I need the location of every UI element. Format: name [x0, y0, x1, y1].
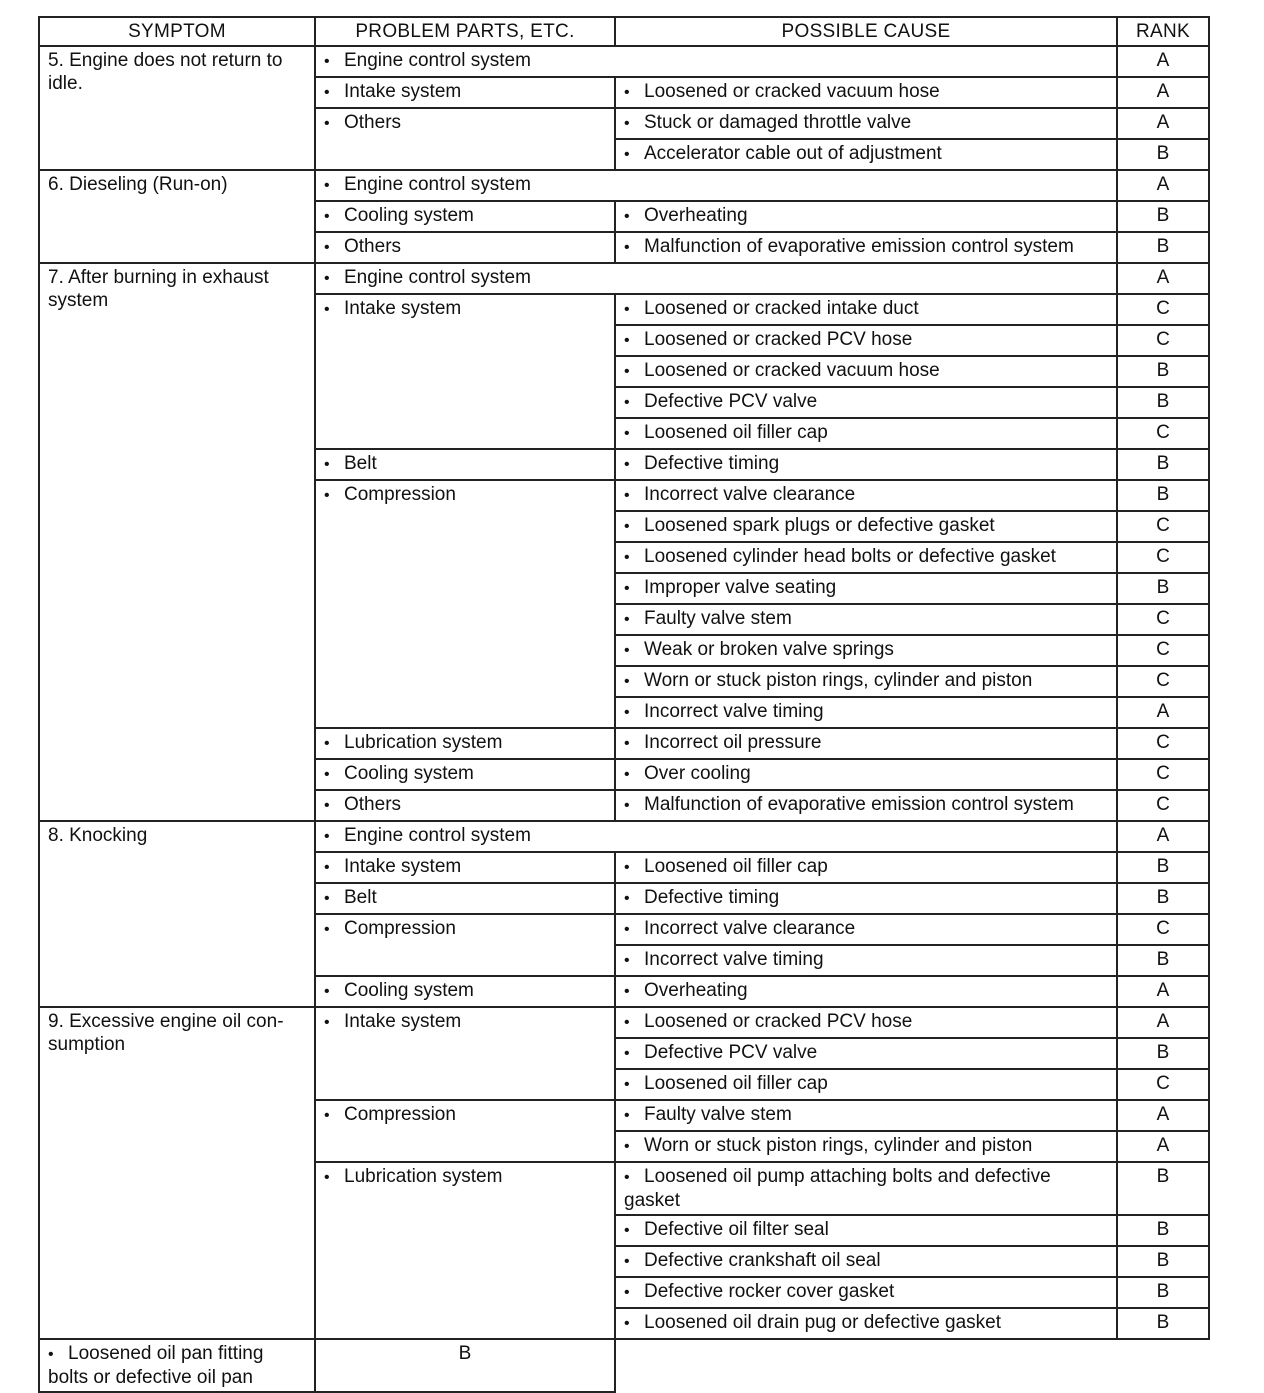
problem-part-cell [315, 1100, 615, 1162]
possible-cause-text: • Defective PCV valve [624, 1042, 817, 1063]
possible-cause-cell [615, 108, 1117, 139]
possible-cause-text: • Incorrect valve timing [624, 701, 824, 722]
rank-cell: B [1117, 232, 1209, 263]
problem-part-cell [315, 821, 1117, 852]
rank-cell: B [1117, 201, 1209, 232]
problem-part-text: • Intake system [324, 298, 461, 319]
problem-part-cell [315, 1162, 615, 1339]
possible-cause-cell [615, 325, 1117, 356]
table-row [39, 263, 1209, 294]
possible-cause-text: • Defective oil filter seal [624, 1219, 829, 1240]
table-row [39, 1339, 1209, 1392]
possible-cause-text: • Incorrect valve clearance [624, 918, 855, 939]
troubleshooting-table [38, 16, 1210, 1393]
possible-cause-text: • Worn or stuck piston rings, cylinder and piston [624, 670, 1032, 691]
rank-cell: B [1117, 1308, 1209, 1339]
possible-cause-cell [615, 542, 1117, 573]
possible-cause-cell [615, 294, 1117, 325]
rank-cell: A [1117, 1100, 1209, 1131]
rank-cell: C [1117, 542, 1209, 573]
possible-cause-cell [615, 77, 1117, 108]
problem-part-cell [315, 201, 615, 232]
problem-part-cell [315, 449, 615, 480]
possible-cause-cell [615, 232, 1117, 263]
possible-cause-text: • Defective timing [624, 887, 779, 908]
rank-cell: A [1117, 77, 1209, 108]
possible-cause-cell [615, 449, 1117, 480]
possible-cause-cell [615, 635, 1117, 666]
possible-cause-cell [615, 1131, 1117, 1162]
possible-cause-cell [615, 1162, 1117, 1215]
rank-cell: C [1117, 635, 1209, 666]
troubleshooting-table-container [38, 16, 1208, 1393]
rank-cell: A [1117, 976, 1209, 1007]
possible-cause-text: • Faulty valve stem [624, 1104, 792, 1125]
problem-part-text: • Cooling system [324, 763, 474, 784]
possible-cause-text: • Over cooling [624, 763, 751, 784]
rank-cell: C [1117, 914, 1209, 945]
symptom-cell: 8. Knocking [39, 821, 315, 1007]
possible-cause-text: • Loosened oil pump attaching bolts and defective gasket [624, 1166, 1051, 1211]
possible-cause-cell [615, 697, 1117, 728]
possible-cause-cell [615, 666, 1117, 697]
rank-cell: A [1117, 821, 1209, 852]
header-rank: RANK [1117, 17, 1209, 46]
rank-cell: C [1117, 418, 1209, 449]
problem-part-cell [315, 108, 615, 170]
possible-cause-text: • Overheating [624, 980, 748, 1001]
rank-cell: A [1117, 1131, 1209, 1162]
problem-part-cell [315, 728, 615, 759]
possible-cause-text: • Malfunction of evaporative emission control system [624, 236, 1074, 257]
problem-part-cell [315, 232, 615, 263]
rank-cell: B [315, 1339, 615, 1392]
possible-cause-text: • Weak or broken valve springs [624, 639, 894, 660]
problem-part-text: • Lubrication system [324, 732, 502, 753]
problem-part-text: • Others [324, 794, 401, 815]
problem-part-text: • Others [324, 112, 401, 133]
rank-cell: C [1117, 728, 1209, 759]
problem-part-text: • Belt [324, 453, 377, 474]
problem-part-text: • Compression [324, 484, 456, 505]
possible-cause-cell [615, 790, 1117, 821]
header-possible-cause: POSSIBLE CAUSE [615, 17, 1117, 46]
problem-part-cell [315, 170, 1117, 201]
problem-part-cell [315, 790, 615, 821]
problem-part-text: • Compression [324, 918, 456, 939]
symptom-cell: 7. After burning in exhaust system [39, 263, 315, 821]
rank-cell: B [1117, 387, 1209, 418]
table-body [39, 46, 1209, 1392]
rank-cell: C [1117, 511, 1209, 542]
table-header-row [39, 17, 1209, 46]
possible-cause-text: • Incorrect oil pressure [624, 732, 821, 753]
possible-cause-text: • Loosened spark plugs or defective gasket [624, 515, 995, 536]
table-row [39, 46, 1209, 77]
rank-cell: B [1117, 1038, 1209, 1069]
rank-cell: B [1117, 480, 1209, 511]
header-problem-parts: PROBLEM PARTS, ETC. [315, 17, 615, 46]
rank-cell: B [1117, 883, 1209, 914]
problem-part-cell [315, 852, 615, 883]
possible-cause-cell [615, 852, 1117, 883]
possible-cause-text: • Incorrect valve timing [624, 949, 824, 970]
rank-cell: C [1117, 790, 1209, 821]
problem-part-text: • Compression [324, 1104, 456, 1125]
possible-cause-cell [615, 387, 1117, 418]
possible-cause-cell [615, 1038, 1117, 1069]
possible-cause-cell [615, 201, 1117, 232]
problem-part-text: • Cooling system [324, 205, 474, 226]
possible-cause-text: • Malfunction of evaporative emission control system [624, 794, 1074, 815]
possible-cause-text: • Overheating [624, 205, 748, 226]
problem-part-cell [315, 976, 615, 1007]
possible-cause-cell [615, 1277, 1117, 1308]
rank-cell: C [1117, 666, 1209, 697]
rank-cell: A [1117, 170, 1209, 201]
problem-part-cell [315, 759, 615, 790]
rank-cell: B [1117, 573, 1209, 604]
problem-part-text: • Belt [324, 887, 377, 908]
table-row [39, 821, 1209, 852]
possible-cause-cell [615, 511, 1117, 542]
possible-cause-text: • Loosened cylinder head bolts or defective gasket [624, 546, 1056, 567]
possible-cause-text: • Accelerator cable out of adjustment [624, 143, 942, 164]
rank-cell: C [1117, 604, 1209, 635]
rank-cell: C [1117, 1069, 1209, 1100]
table-row [39, 1007, 1209, 1038]
possible-cause-cell [39, 1339, 315, 1392]
problem-part-text: • Engine control system [324, 267, 531, 288]
possible-cause-text: • Worn or stuck piston rings, cylinder and piston [624, 1135, 1032, 1156]
problem-part-cell [315, 294, 615, 449]
possible-cause-cell [615, 418, 1117, 449]
possible-cause-cell [615, 883, 1117, 914]
rank-cell: B [1117, 1246, 1209, 1277]
possible-cause-cell [615, 573, 1117, 604]
possible-cause-cell [615, 480, 1117, 511]
rank-cell: B [1117, 449, 1209, 480]
symptom-cell: 6. Dieseling (Run-on) [39, 170, 315, 263]
possible-cause-cell [615, 1246, 1117, 1277]
possible-cause-cell [615, 1069, 1117, 1100]
rank-cell: C [1117, 325, 1209, 356]
possible-cause-cell [615, 759, 1117, 790]
problem-part-cell [315, 883, 615, 914]
possible-cause-text: • Loosened oil pan fitting bolts or defective oil pan [48, 1343, 263, 1388]
rank-cell: B [1117, 852, 1209, 883]
symptom-cell: 5. Engine does not return to idle. [39, 46, 315, 170]
header-symptom: SYMPTOM [39, 17, 315, 46]
rank-cell: B [1117, 1215, 1209, 1246]
possible-cause-cell [615, 1308, 1117, 1339]
rank-cell: A [1117, 46, 1209, 77]
problem-part-cell [315, 1007, 615, 1100]
possible-cause-text: • Loosened oil filler cap [624, 856, 828, 877]
possible-cause-text: • Loosened or cracked PCV hose [624, 1011, 912, 1032]
rank-cell: A [1117, 263, 1209, 294]
possible-cause-cell [615, 139, 1117, 170]
possible-cause-cell [615, 728, 1117, 759]
possible-cause-text: • Loosened or cracked vacuum hose [624, 360, 940, 381]
problem-part-cell [315, 77, 615, 108]
table-row [39, 170, 1209, 201]
rank-cell: B [1117, 356, 1209, 387]
problem-part-cell [315, 480, 615, 728]
possible-cause-text: • Loosened or cracked vacuum hose [624, 81, 940, 102]
possible-cause-text: • Incorrect valve clearance [624, 484, 855, 505]
possible-cause-text: • Loosened oil filler cap [624, 422, 828, 443]
rank-cell: B [1117, 1277, 1209, 1308]
possible-cause-cell [615, 1007, 1117, 1038]
possible-cause-text: • Defective rocker cover gasket [624, 1281, 894, 1302]
possible-cause-text: • Loosened oil drain pug or defective gasket [624, 1312, 1001, 1333]
possible-cause-cell [615, 1215, 1117, 1246]
rank-cell: C [1117, 759, 1209, 790]
problem-part-text: • Cooling system [324, 980, 474, 1001]
rank-cell: B [1117, 139, 1209, 170]
problem-part-text: • Engine control system [324, 174, 531, 195]
problem-part-cell [315, 263, 1117, 294]
possible-cause-cell [615, 976, 1117, 1007]
rank-cell: B [1117, 1162, 1209, 1215]
possible-cause-text: • Defective timing [624, 453, 779, 474]
possible-cause-text: • Loosened oil filler cap [624, 1073, 828, 1094]
problem-part-text: • Lubrication system [324, 1166, 502, 1187]
possible-cause-cell [615, 945, 1117, 976]
problem-part-cell [315, 914, 615, 976]
problem-part-text: • Others [324, 236, 401, 257]
possible-cause-text: • Faulty valve stem [624, 608, 792, 629]
possible-cause-cell [615, 914, 1117, 945]
problem-part-text: • Intake system [324, 856, 461, 877]
possible-cause-text: • Loosened or cracked PCV hose [624, 329, 912, 350]
possible-cause-cell [615, 604, 1117, 635]
problem-part-text: • Engine control system [324, 825, 531, 846]
rank-cell: A [1117, 697, 1209, 728]
problem-part-text: • Intake system [324, 1011, 461, 1032]
problem-part-text: • Intake system [324, 81, 461, 102]
rank-cell: A [1117, 108, 1209, 139]
problem-part-text: • Engine control system [324, 50, 531, 71]
possible-cause-text: • Stuck or damaged throttle valve [624, 112, 911, 133]
problem-part-cell [315, 46, 1117, 77]
possible-cause-text: • Defective crankshaft oil seal [624, 1250, 881, 1271]
rank-cell: B [1117, 945, 1209, 976]
rank-cell: A [1117, 1007, 1209, 1038]
possible-cause-text: • Loosened or cracked intake duct [624, 298, 919, 319]
possible-cause-cell [615, 1100, 1117, 1131]
possible-cause-text: • Improper valve seating [624, 577, 836, 598]
possible-cause-text: • Defective PCV valve [624, 391, 817, 412]
possible-cause-cell [615, 356, 1117, 387]
symptom-cell: 9. Excessive engine oil con-sumption [39, 1007, 315, 1339]
rank-cell: C [1117, 294, 1209, 325]
